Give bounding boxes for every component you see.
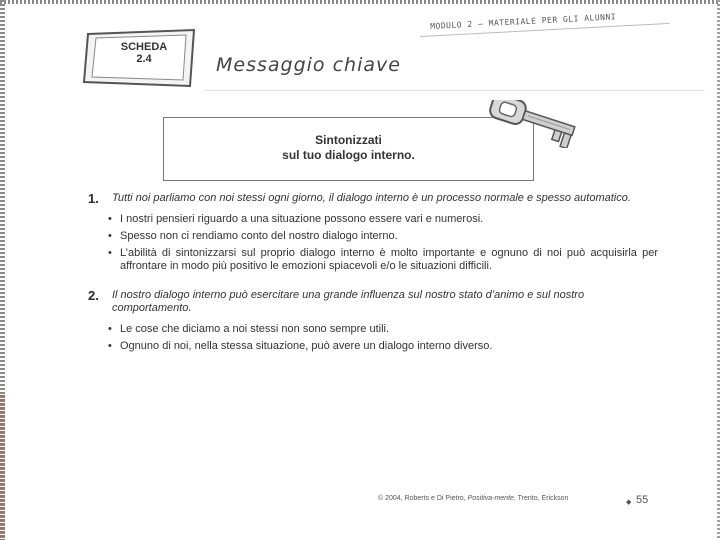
scheda-number: 2.4 bbox=[136, 53, 152, 65]
key-message-line-2: sul tuo dialogo interno. bbox=[282, 148, 415, 162]
item-statement: Il nostro dialogo interno può esercitare una grande influenza sul nostro stato d’animo e sul nostro comportamento. bbox=[112, 289, 585, 314]
bullet-item: • Le cose che diciamo a noi stessi non sono sempre utili. bbox=[108, 323, 658, 336]
bullet-item: • Ognuno di noi, nella stessa situazione, può avere un dialogo interno diverso. bbox=[108, 340, 658, 353]
copyright-suffix: , Trento, Erickson bbox=[513, 495, 569, 502]
bullet-item: • L’abilità di sintonizzarsi sul proprio dialogo interno è molto importante e ognuno di noi può acquisirla per affrontare in modo più positivo le emozioni spiacevoli e/o le situazioni difficili. bbox=[108, 247, 658, 273]
book-title: Positiva-mente bbox=[467, 495, 514, 502]
bullet-item: • I nostri pensieri riguardo a una situazione possono essere vari e numerosi. bbox=[108, 213, 658, 226]
bullet-list bbox=[108, 323, 658, 353]
list-item-2 bbox=[88, 289, 658, 353]
scheda-label: SCHEDA bbox=[120, 41, 168, 53]
title-divider bbox=[205, 90, 705, 91]
item-number: 1. bbox=[88, 191, 99, 206]
page-title: Messaggio chiave bbox=[216, 54, 401, 76]
modulo-label: MODULO 2 – MATERIALE PER GLI ALUNNI bbox=[430, 12, 617, 31]
key-message-box bbox=[163, 117, 534, 181]
bullet-item: • Spesso non ci rendiamo conto del nostro dialogo interno. bbox=[108, 230, 658, 243]
bullet-list bbox=[108, 213, 658, 273]
scheda-badge bbox=[82, 28, 200, 90]
key-icon bbox=[484, 100, 596, 148]
item-number: 2. bbox=[88, 288, 99, 303]
item-statement: Tutti noi parliamo con noi stessi ogni giorno, il dialogo interno è un processo normale e spesso automatico. bbox=[112, 192, 631, 204]
list-item-1 bbox=[88, 192, 658, 273]
page-marker-icon: ◆ bbox=[626, 499, 632, 506]
page-number: 55 bbox=[636, 494, 649, 506]
page-border-left-brown bbox=[0, 395, 5, 540]
copyright-footer bbox=[378, 495, 568, 502]
key-message-line-1: Sintonizzati bbox=[315, 133, 382, 147]
main-content bbox=[88, 192, 658, 357]
page-border-top bbox=[0, 0, 720, 4]
copyright-prefix: © 2004, Roberts e Di Pietro, bbox=[378, 495, 466, 502]
